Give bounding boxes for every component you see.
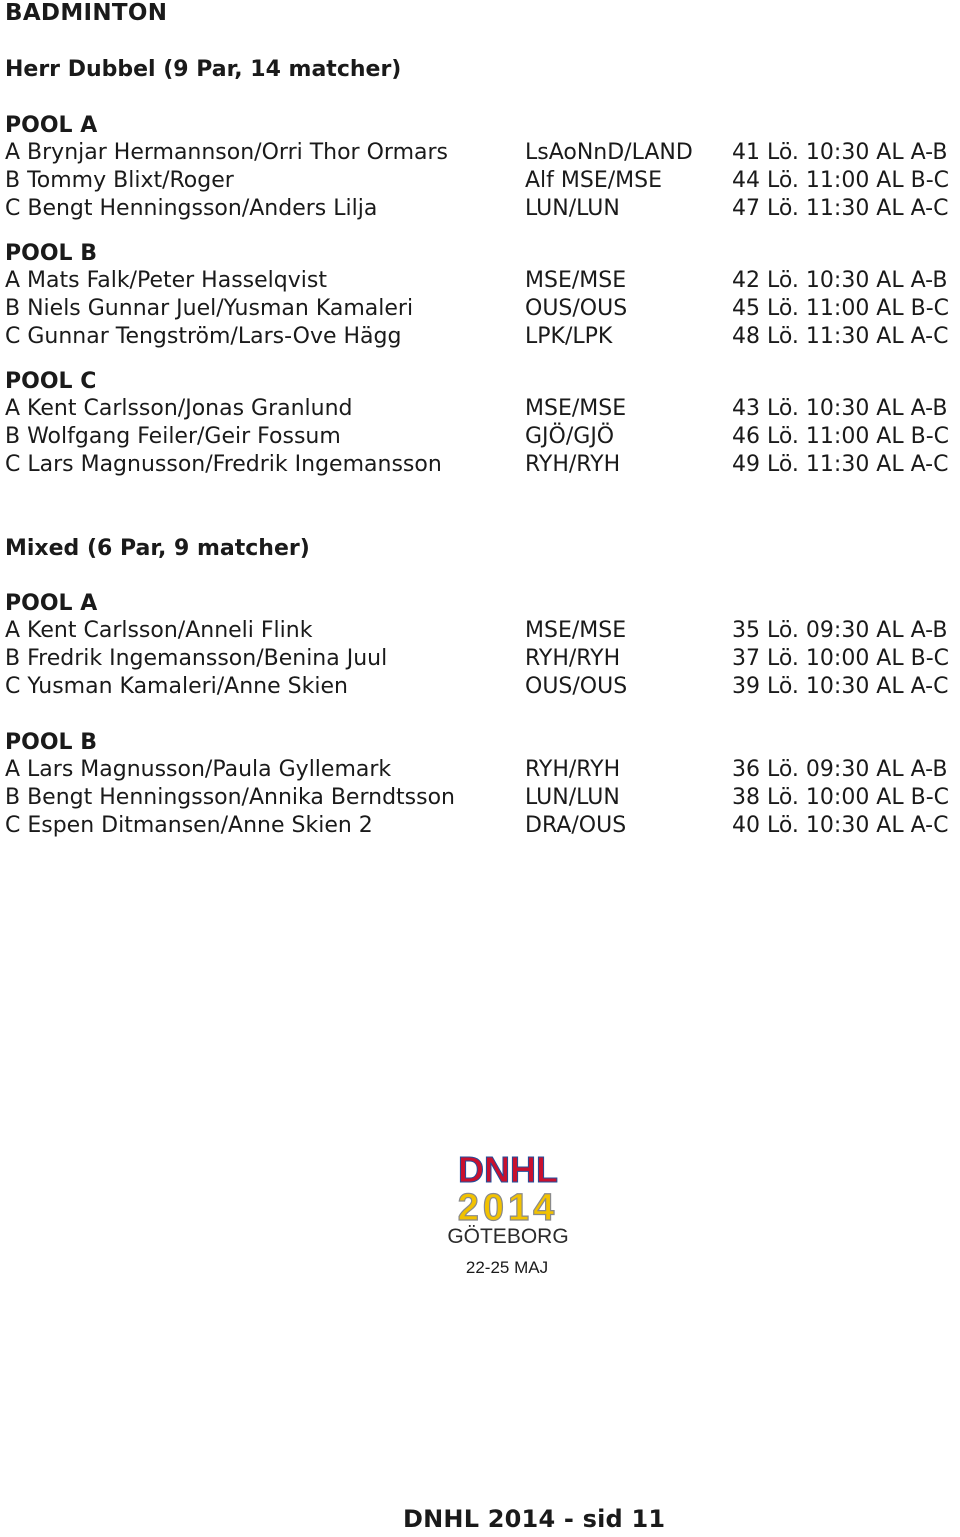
club-code: GJÖ/GJÖ	[525, 424, 615, 449]
match-schedule: 49 Lö. 11:30 AL A-C	[732, 452, 949, 477]
table-row	[5, 812, 955, 840]
table-row	[5, 784, 955, 812]
club-code: OUS/OUS	[525, 674, 628, 699]
page-title: BADMINTON	[5, 0, 168, 26]
club-code: LUN/LUN	[525, 196, 620, 221]
club-code: LUN/LUN	[525, 785, 620, 810]
table-row	[5, 645, 955, 673]
match-schedule: 44 Lö. 11:00 AL B-C	[732, 168, 950, 193]
club-code: MSE/MSE	[525, 618, 627, 643]
pool-heading: POOL B	[5, 241, 97, 266]
logo-city: GÖTEBORG	[447, 1225, 569, 1248]
match-schedule: 48 Lö. 11:30 AL A-C	[732, 324, 949, 349]
match-schedule: 47 Lö. 11:30 AL A-C	[732, 196, 949, 221]
table-row	[5, 617, 955, 645]
table-row	[5, 451, 955, 479]
page-footer: DNHL 2014 - sid 11	[403, 1505, 666, 1533]
club-code: RYH/RYH	[525, 757, 621, 782]
pair-name: A Brynjar Hermannson/Orri Thor Ormars	[5, 140, 448, 165]
table-row	[5, 423, 955, 451]
pair-name: B Niels Gunnar Juel/Yusman Kamaleri	[5, 296, 414, 321]
pair-name: B Wolfgang Feiler/Geir Fossum	[5, 424, 341, 449]
section-heading-herr-dubbel: Herr Dubbel (9 Par, 14 matcher)	[5, 57, 402, 82]
match-schedule: 45 Lö. 11:00 AL B-C	[732, 296, 950, 321]
club-code: LPK/LPK	[525, 324, 613, 349]
table-row	[5, 295, 955, 323]
club-code: RYH/RYH	[525, 646, 621, 671]
match-schedule: 40 Lö. 10:30 AL A-C	[732, 813, 949, 838]
pair-name: C Bengt Henningsson/Anders Lilja	[5, 196, 378, 221]
club-code: OUS/OUS	[525, 296, 628, 321]
match-schedule: 43 Lö. 10:30 AL A-B	[732, 396, 948, 421]
pool-heading: POOL C	[5, 369, 97, 394]
pair-name: C Espen Ditmansen/Anne Skien 2	[5, 813, 373, 838]
pair-name: A Lars Magnusson/Paula Gyllemark	[5, 757, 392, 782]
pair-name: B Fredrik Ingemansson/Benina Juul	[5, 646, 388, 671]
match-schedule: 37 Lö. 10:00 AL B-C	[732, 646, 950, 671]
pool-heading: POOL B	[5, 730, 97, 755]
pool-heading: POOL A	[5, 113, 98, 138]
table-row	[5, 323, 955, 351]
match-schedule: 38 Lö. 10:00 AL B-C	[732, 785, 950, 810]
club-code: LsAoNnD/LAND	[525, 140, 693, 165]
pair-name: C Yusman Kamaleri/Anne Skien	[5, 674, 348, 699]
club-code: DRA/OUS	[525, 813, 627, 838]
table-row	[5, 756, 955, 784]
match-schedule: 35 Lö. 09:30 AL A-B	[732, 618, 948, 643]
match-schedule: 39 Lö. 10:30 AL A-C	[732, 674, 949, 699]
pair-name: A Kent Carlsson/Anneli Flink	[5, 618, 313, 643]
pair-name: C Lars Magnusson/Fredrik Ingemansson	[5, 452, 442, 477]
table-row	[5, 167, 955, 195]
pair-name: C Gunnar Tengström/Lars-Ove Hägg	[5, 324, 402, 349]
logo-title: DNHL	[458, 1150, 558, 1190]
pool-heading: POOL A	[5, 591, 98, 616]
table-row	[5, 267, 955, 295]
table-row	[5, 195, 955, 223]
match-schedule: 41 Lö. 10:30 AL A-B	[732, 140, 948, 165]
pair-name: A Kent Carlsson/Jonas Granlund	[5, 396, 353, 421]
logo-year: 2014	[457, 1187, 559, 1229]
club-code: MSE/MSE	[525, 268, 627, 293]
logo-dates: 22-25 MAJ	[465, 1258, 549, 1277]
pair-name: B Bengt Henningsson/Annika Berndtsson	[5, 785, 455, 810]
club-code: Alf MSE/MSE	[525, 168, 663, 193]
dnhl-2014-logo	[441, 1150, 575, 1280]
pair-name: A Mats Falk/Peter Hasselqvist	[5, 268, 327, 293]
match-schedule: 46 Lö. 11:00 AL B-C	[732, 424, 950, 449]
match-schedule: 36 Lö. 09:30 AL A-B	[732, 757, 948, 782]
match-schedule: 42 Lö. 10:30 AL A-B	[732, 268, 948, 293]
club-code: RYH/RYH	[525, 452, 621, 477]
club-code: MSE/MSE	[525, 396, 627, 421]
table-row	[5, 139, 955, 167]
section-heading-mixed: Mixed (6 Par, 9 matcher)	[5, 536, 310, 561]
table-row	[5, 673, 955, 701]
table-row	[5, 395, 955, 423]
pair-name: B Tommy Blixt/Roger	[5, 168, 234, 193]
